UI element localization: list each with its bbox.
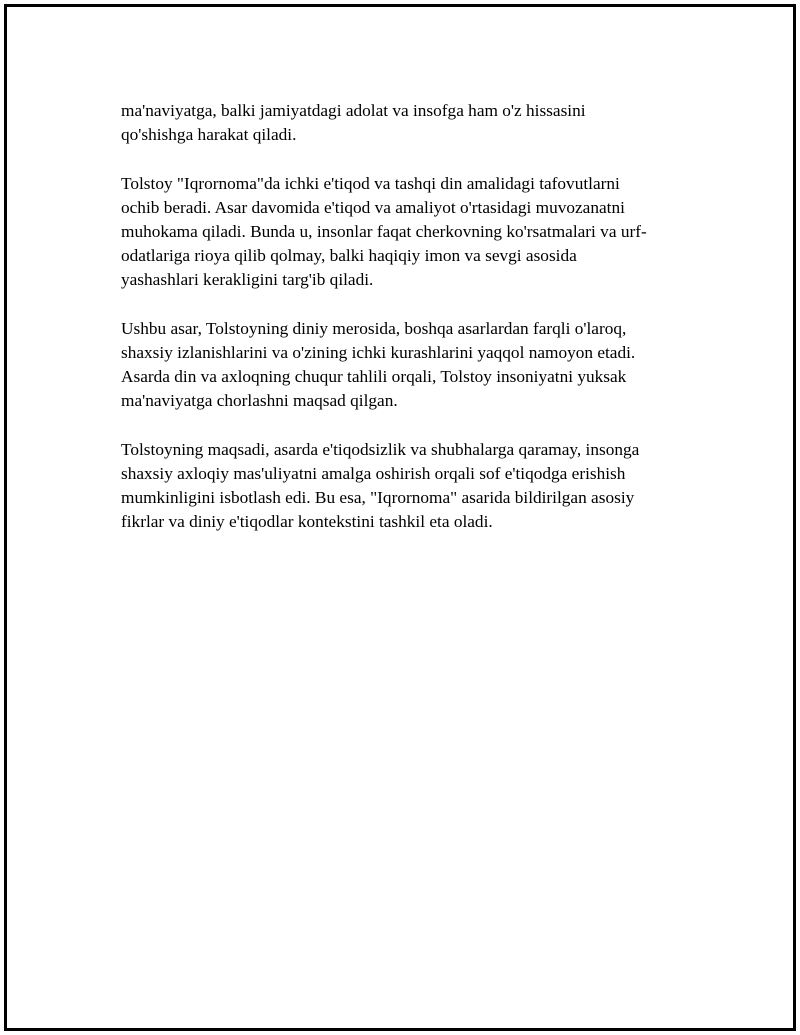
text-line: Asarda din va axloqning chuqur tahlili orqali, Tolstoy insoniyatni yuksak xyxy=(121,367,627,387)
text-line: ma'naviyatga chorlashni maqsad qilgan. xyxy=(121,391,398,411)
text-line: Ushbu asar, Tolstoyning diniy merosida, boshqa asarlardan farqli o'laroq, xyxy=(121,318,627,338)
text-line: shaxsiy izlanishlarini va o'zining ichki kurashlarini yaqqol namoyon etadi. xyxy=(121,343,636,362)
text-line: odatlariga rioya qilib qolmay, balki haqiqiy imon va sevgi asosida xyxy=(121,246,577,266)
paragraph-2 xyxy=(121,172,701,293)
text-line: Tolstoyning maqsadi, asarda e'tiqodsizlik va shubhalarga qaramay, insonga xyxy=(121,439,640,459)
text-line: fikrlar va diniy e'tiqodlar kontekstini tashkil eta oladi. xyxy=(121,512,493,532)
text-line: Tolstoy "Iqrornoma"da ichki e'tiqod va tashqi din amalidagi tafovutlarni xyxy=(121,173,620,193)
paragraph-3 xyxy=(121,317,701,414)
text-line: qo'shishga harakat qiladi. xyxy=(121,125,297,145)
text-line: yashashlari kerakligini targ'ib qiladi. xyxy=(121,270,374,290)
paragraph-4 xyxy=(121,438,701,535)
text-line: muhokama qiladi. Bunda u, insonlar faqat cherkovning ko'rsatmalari va urf- xyxy=(121,222,647,241)
document-body xyxy=(121,99,701,559)
text-line: shaxsiy axloqiy mas'uliyatni amalga oshirish orqali sof e'tiqodga erishish xyxy=(121,464,626,483)
text-line: ma'naviyatga, balki jamiyatdagi adolat va insofga ham o'z hissasini xyxy=(121,101,586,120)
text-line: ochib beradi. Asar davomida e'tiqod va amaliyot o'rtasidagi muvozanatni xyxy=(121,197,625,217)
text-line: mumkinligini isbotlash edi. Bu esa, "Iqrornoma" asarida bildirilgan asosiy xyxy=(121,488,635,508)
paragraph-1 xyxy=(121,99,701,147)
page-frame xyxy=(4,4,796,1031)
